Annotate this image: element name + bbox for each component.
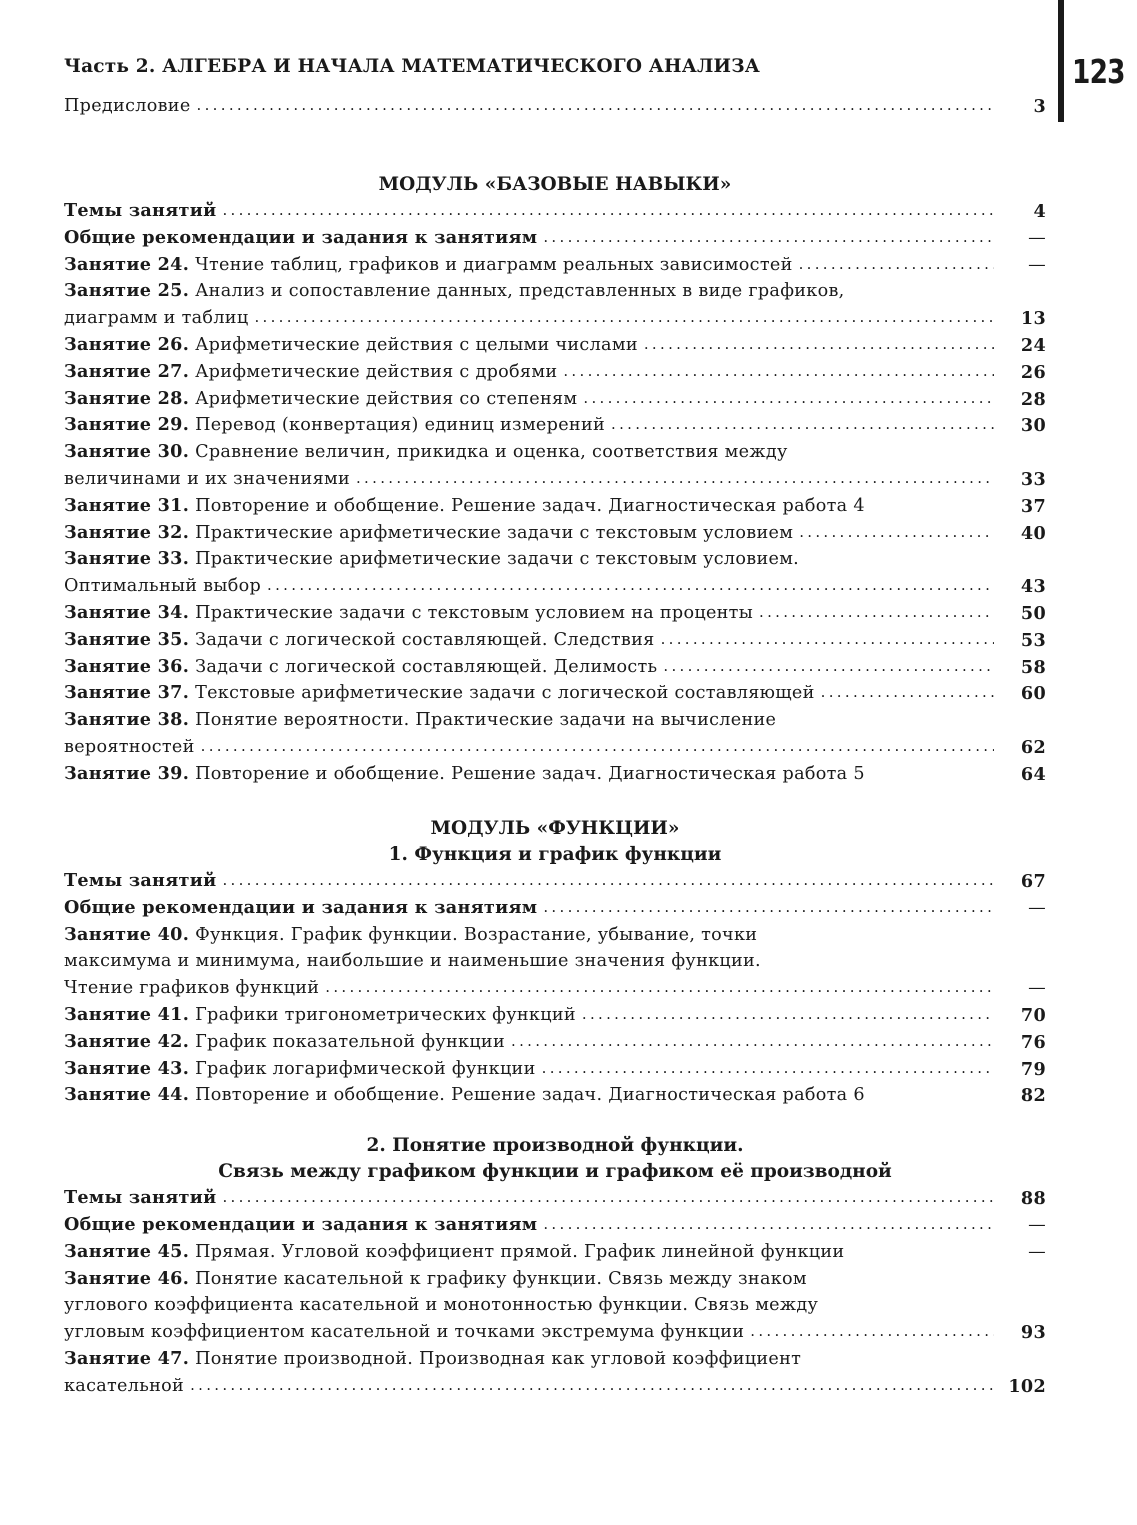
dot-leader [222, 868, 994, 895]
dot-leader [663, 654, 994, 681]
toc-entry-preface[interactable] [64, 93, 1046, 120]
dot-leader [325, 975, 994, 1002]
module-title: МОДУЛЬ «ФУНКЦИИ» [430, 818, 680, 839]
entry-label: Занятие 28. [64, 387, 190, 409]
toc-entry-continued[interactable] [64, 734, 1046, 761]
entry-label: Занятие 31. [64, 494, 190, 516]
entry-page: 43 [1020, 576, 1046, 598]
part-header [64, 54, 1046, 120]
toc-entry[interactable] [64, 895, 1046, 922]
entry-page: 40 [1020, 522, 1046, 544]
dot-leader [542, 1056, 994, 1083]
toc-entry-continued[interactable] [64, 1373, 1046, 1400]
dot-leader [222, 1185, 994, 1212]
toc-entry[interactable] [64, 520, 1046, 547]
toc-entry[interactable] [64, 252, 1046, 279]
toc-entry-continued[interactable] [64, 948, 1046, 975]
entry-page: — [1028, 1214, 1046, 1235]
dot-leader [799, 520, 994, 547]
entry-label: Занятие 39. [64, 762, 190, 784]
entry-title: Анализ и сопоставление данных, представленных в виде графиков, [195, 281, 845, 302]
dot-leader [644, 332, 994, 359]
toc-entry[interactable] [64, 707, 1046, 734]
entry-title: Текстовые арифметические задачи с логической составляющей [195, 683, 815, 704]
toc-entry[interactable] [64, 278, 1046, 305]
entry-page: 76 [1020, 1031, 1046, 1053]
section-subtitle: Связь между графиком функции и графиком её производной [218, 1161, 892, 1183]
entry-label: Занятие 36. [64, 655, 190, 677]
entry-label: Темы занятий [64, 870, 217, 891]
entry-label: Занятие 43. [64, 1057, 190, 1079]
entry-title-cont: вероятностей [64, 736, 195, 757]
entry-title: Перевод (конвертация) единиц измерений [195, 415, 605, 436]
dot-leader [563, 359, 994, 386]
toc-entry-continued[interactable] [64, 1292, 1046, 1319]
dot-leader [582, 1002, 994, 1029]
entry-title: Повторение и обобщение. Решение задач. Диагностическая работа 5 [195, 763, 865, 784]
entry-page: — [1028, 254, 1046, 275]
entry-title-cont: величинами и их значениями [64, 468, 350, 489]
dot-leader [543, 895, 994, 922]
entry-label: Занятие 37. [64, 682, 190, 704]
toc-entry-continued[interactable] [64, 573, 1046, 600]
entry-page: 33 [1020, 468, 1046, 490]
entry-page: 50 [1020, 602, 1046, 624]
entry-label: Занятие 47. [64, 1347, 190, 1369]
dot-leader [661, 627, 994, 654]
entry-label: Занятие 41. [64, 1003, 190, 1025]
section-title: 2. Понятие производной функции. [366, 1135, 744, 1157]
entry-page: 67 [1020, 871, 1046, 892]
entry-title-cont: касательной [64, 1375, 185, 1396]
entry-page: 4 [1033, 201, 1046, 222]
toc-entry[interactable] [64, 198, 1046, 225]
entry-page: 60 [1020, 683, 1046, 705]
entry-title: Понятие производной. Производная как угловой коэффициент [195, 1348, 802, 1369]
entry-page: 88 [1020, 1188, 1046, 1210]
entry-page: 37 [1020, 495, 1046, 517]
entry-title-cont: углового коэффициента касательной и монотонностью функции. Связь между [64, 1295, 819, 1316]
toc-entry[interactable] [64, 225, 1046, 252]
entry-page: 53 [1020, 629, 1046, 651]
toc-entry[interactable] [64, 1029, 1046, 1056]
toc-entry[interactable] [64, 1185, 1046, 1212]
toc-entry[interactable] [64, 1346, 1046, 1373]
entry-title: График показательной функции [195, 1031, 505, 1052]
entry-page: 26 [1020, 361, 1046, 383]
toc-entry[interactable] [64, 761, 1046, 788]
entry-page: 79 [1020, 1058, 1046, 1080]
entry-label: Темы занятий [64, 200, 217, 221]
entry-title-cont: максимума и минимума, наибольшие и наименьшие значения функции. [64, 951, 761, 972]
entry-page: 93 [1020, 1322, 1046, 1344]
entry-title: Понятие вероятности. Практические задачи на вычисление [195, 710, 777, 731]
entry-label: Предисловие [64, 96, 191, 116]
module-basic-skills [64, 172, 1046, 788]
toc-entry[interactable] [64, 493, 1046, 520]
entry-title: Арифметические действия со степеням [195, 388, 578, 409]
dot-leader [190, 1373, 994, 1400]
entry-page: — [1028, 897, 1046, 918]
entry-page: 24 [1020, 334, 1046, 356]
toc-entry[interactable] [64, 1082, 1046, 1109]
entry-label: Занятие 38. [64, 709, 190, 731]
entry-label: Занятие 25. [64, 280, 190, 302]
toc-entry-continued[interactable] [64, 975, 1046, 1002]
toc-entry[interactable] [64, 1056, 1046, 1083]
entry-page: — [1028, 1241, 1046, 1262]
entry-page: 64 [1020, 763, 1046, 785]
entry-label: Занятие 30. [64, 441, 190, 463]
entry-page: 30 [1020, 415, 1046, 437]
entry-page: 58 [1020, 656, 1046, 678]
entry-page: 102 [1008, 1375, 1046, 1397]
toc-entry[interactable] [64, 680, 1046, 707]
entry-page: 82 [1020, 1085, 1046, 1107]
module-title: МОДУЛЬ «БАЗОВЫЕ НАВЫКИ» [378, 174, 732, 195]
entry-title: Практические арифметические задачи с текстовым условием [195, 522, 794, 543]
toc-entry[interactable] [64, 332, 1046, 359]
dot-leader [583, 386, 994, 413]
dot-leader [511, 1029, 994, 1056]
dot-leader [543, 1212, 994, 1239]
entry-title: Практические арифметические задачи с текстовым условием. [195, 549, 800, 570]
entry-label: Занятие 42. [64, 1030, 190, 1052]
entry-page: — [1028, 978, 1046, 999]
entry-title: Задачи с логической составляющей. Следствия [195, 629, 655, 650]
entry-label: Занятие 44. [64, 1084, 190, 1106]
entry-title: Арифметические действия с дробями [195, 361, 558, 382]
entry-title: Задачи с логической составляющей. Делимость [195, 656, 658, 677]
entry-title-cont: угловым коэффициентом касательной и точками экстремума функции [64, 1322, 745, 1343]
entry-title-cont: Чтение графиков функций [64, 978, 320, 999]
entry-label: Общие рекомендации и задания к занятиям [64, 896, 538, 918]
dot-leader [267, 573, 994, 600]
entry-label: Занятие 46. [64, 1267, 190, 1289]
page-number: 123 [1072, 52, 1125, 91]
entry-page: 62 [1020, 736, 1046, 758]
section-title: 1. Функция и график функции [388, 844, 722, 865]
entry-label: Темы занятий [64, 1187, 217, 1209]
entry-title: Графики тригонометрических функций [195, 1004, 576, 1025]
part-title: Часть 2. АЛГЕБРА И НАЧАЛА МАТЕМАТИЧЕСКОГО АНАЛИЗА [64, 56, 761, 77]
entry-label: Занятие 27. [64, 360, 190, 382]
entry-title-cont: диаграмм и таблиц [64, 308, 249, 329]
entry-title: Прямая. Угловой коэффициент прямой. График линейной функции [195, 1241, 845, 1262]
toc-entry[interactable] [64, 627, 1046, 654]
dot-leader [201, 734, 994, 761]
module-functions [64, 816, 1046, 1400]
entry-label: Занятие 32. [64, 521, 190, 543]
entry-label: Занятие 35. [64, 628, 190, 650]
entry-title: Сравнение величин, прикидка и оценка, соответствия между [195, 442, 788, 463]
entry-title: Функция. График функции. Возрастание, убывание, точки [195, 924, 758, 945]
entry-page: 13 [1020, 308, 1046, 330]
toc-entry[interactable] [64, 1239, 1046, 1266]
entry-label: Занятие 40. [64, 923, 190, 945]
entry-label: Занятие 26. [64, 333, 190, 355]
toc-entry-continued[interactable] [64, 466, 1046, 493]
dot-leader [750, 1319, 994, 1346]
entry-title: Понятие касательной к графику функции. Связь между знаком [195, 1268, 807, 1289]
entry-label: Общие рекомендации и задания к занятиям [64, 1213, 538, 1235]
entry-title: Повторение и обобщение. Решение задач. Диагностическая работа 6 [195, 1085, 865, 1106]
entry-page: — [1028, 227, 1046, 248]
entry-label: Занятие 33. [64, 548, 190, 570]
entry-title: Чтение таблиц, графиков и диаграмм реальных зависимостей [195, 254, 793, 275]
toc-entry[interactable] [64, 412, 1046, 439]
entry-label: Занятие 29. [64, 414, 190, 436]
toc-entry[interactable] [64, 439, 1046, 466]
toc-entry[interactable] [64, 1212, 1046, 1239]
toc-entry[interactable] [64, 386, 1046, 413]
toc-entry[interactable] [64, 1002, 1046, 1029]
entry-title: График логарифмической функции [195, 1058, 536, 1079]
toc-entry[interactable] [64, 922, 1046, 949]
entry-label: Занятие 24. [64, 253, 190, 275]
entry-title: Повторение и обобщение. Решение задач. Диагностическая работа 4 [195, 495, 865, 516]
dot-leader [254, 305, 994, 332]
dot-leader [821, 680, 994, 707]
dot-leader [222, 198, 994, 225]
toc-entry[interactable] [64, 654, 1046, 681]
entry-title: Практические задачи с текстовым условием на проценты [195, 602, 754, 623]
toc-entry-continued[interactable] [64, 305, 1046, 332]
toc-entry-continued[interactable] [64, 1319, 1046, 1346]
page-edge-bar [1058, 0, 1064, 122]
toc-entry[interactable] [64, 868, 1046, 895]
entry-title-cont: Оптимальный выбор [64, 576, 262, 597]
toc-entry[interactable] [64, 1266, 1046, 1293]
dot-leader [543, 225, 994, 252]
entry-page: 28 [1020, 388, 1046, 410]
entry-label: Занятие 45. [64, 1240, 190, 1262]
dot-leader [799, 252, 994, 279]
dot-leader [197, 93, 994, 120]
dot-leader [356, 466, 994, 493]
entry-page: 3 [1033, 96, 1046, 117]
dot-leader [759, 600, 994, 627]
entry-label: Общие рекомендации и задания к занятиям [64, 226, 538, 248]
entry-title: Арифметические действия с целыми числами [195, 334, 638, 355]
toc-entry[interactable] [64, 546, 1046, 573]
toc-entry[interactable] [64, 600, 1046, 627]
dot-leader [611, 412, 994, 439]
entry-page: 70 [1020, 1004, 1046, 1026]
entry-label: Занятие 34. [64, 601, 190, 623]
toc-entry[interactable] [64, 359, 1046, 386]
